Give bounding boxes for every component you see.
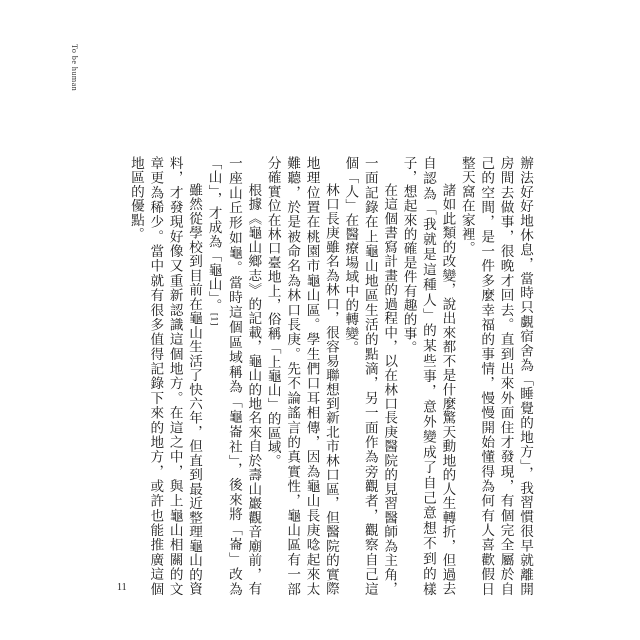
footnote-marker[interactable]: [1] — [209, 312, 219, 326]
paragraph: 雖然從學校到目前在龜山生活了快六年，但直到最近整理龜山的資料，才發現好像又重新認識這個地方。在這之中，與上龜山相關的文章更為稀少。當中就有很多值得記錄下來的地方，或許也能推廣這個地區的優點。 — [127, 156, 203, 596]
body-text — [118, 156, 534, 596]
paragraph: 辦法好好地休息，當時只覷宿舍為「睡覺的地方」，我習慣很早就離開房間去做事，很晚才回去。直到出來外面住才發現，有個完全屬於自己的空間，是一件多麼幸福的事情，慢慢開始懂得為何有人喜歡假日整天窩在家裡。 — [458, 156, 533, 596]
paragraph: 在這個書寫計畫的過程中，以在林口長庚醫院的見習醫師為主角，一面記錄在上龜山地區生活的點滴，另一面作為旁觀者，觀察自己這個「人」在醫療場域中的轉變。 — [342, 156, 398, 596]
running-head: To be human — [70, 44, 79, 92]
paragraph: 諸如此類的改變，說出來都不是什麼驚天動地的人生轉折，但過去自認為「我就是這種人」的某些事，意外變成了自己意想不到的樣子，想起來的確是件有趣的事。 — [400, 156, 456, 596]
paragraph-with-note — [203, 156, 262, 596]
paragraph-text: 根據《龜山鄉志》的記載，龜山的地名來自於壽山巖觀音廟前，有一座山丘形如龜。當時這個區域稱為「龜崙社」，後來將「崙」改為「山」，才成為「龜山」。 — [205, 156, 262, 596]
paragraph: 林口長庚雖名為林口，很容易聯想到新北市林口區，但醫院的實際地理位置在桃園市龜山區。學生們口耳相傳，因為龜山長庚唸起來太難聽，於是被命名為林口長庚。先不論謠言的真實性，龜山區有一部分確實位在林口臺地上，俗稱「上龜山」的區域。 — [264, 156, 339, 596]
page-number: 11 — [117, 582, 127, 593]
